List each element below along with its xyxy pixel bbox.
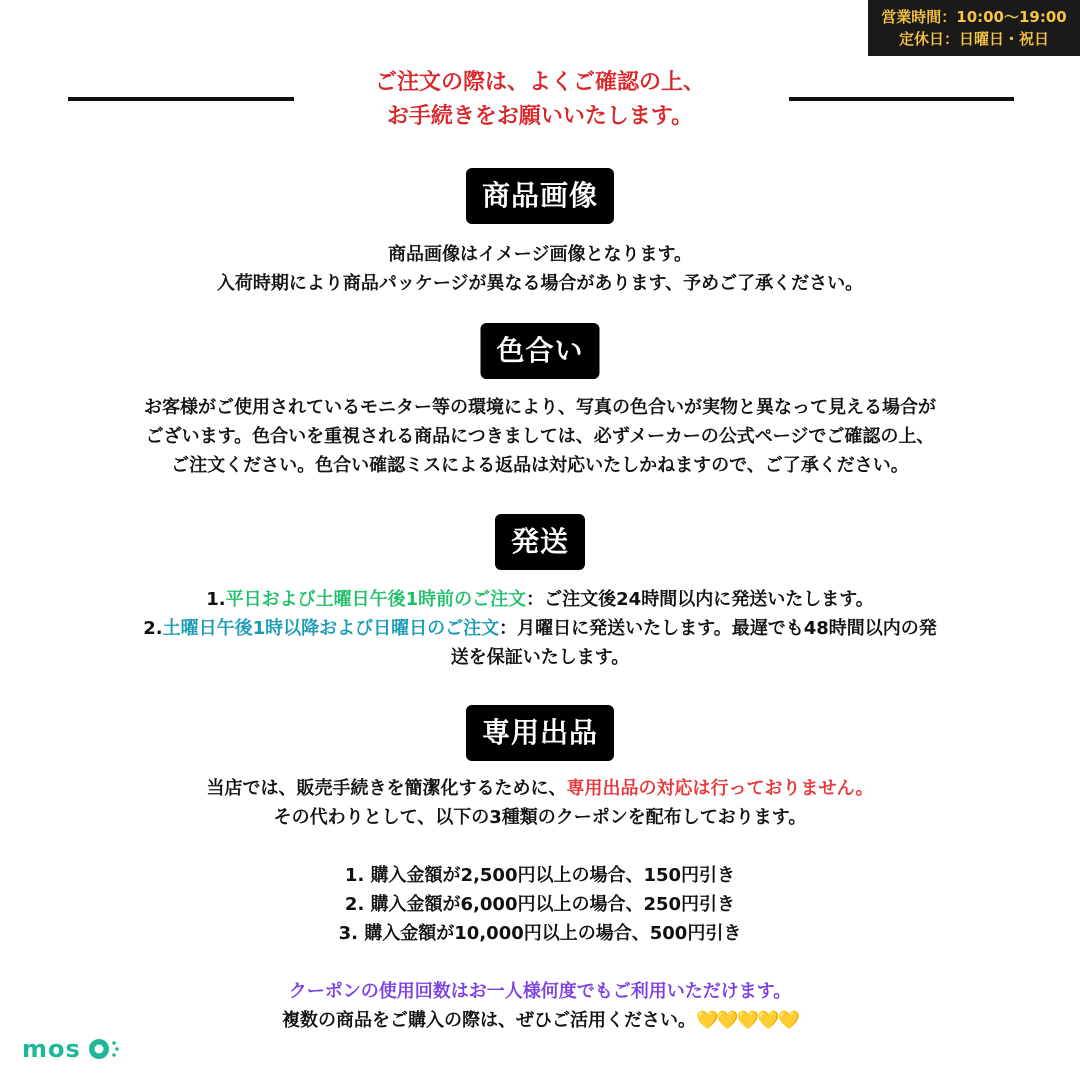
exclusive-text xyxy=(0,774,1080,832)
shipping-item-1-rest: ：ご注文後24時間以内に発送いたします。 xyxy=(526,589,874,610)
shipping-item-1-number: 1. xyxy=(206,589,226,610)
coupon-item: 2. 購入金額が6,000円以上の場合、250円引き xyxy=(344,894,736,915)
exclusive-line1 xyxy=(0,774,1080,803)
color-line3: ご注文ください。色合い確認ミスによる返品は対応いたしかねますので、ご了承ください。 xyxy=(171,455,909,476)
coupon-note-highlight: クーポンの使用回数はお一人様何度でもご利用いただけます。 xyxy=(288,981,792,1002)
coupon-note-line2 xyxy=(0,1006,1080,1035)
mos-logo-icon xyxy=(87,1036,121,1062)
shipping-item-2-rest: ：月曜日に発送いたします。最遅でも48時間以内の発 xyxy=(499,618,937,639)
exclusive-line2: その代わりとして、以下の3種類のクーポンを配布しております。 xyxy=(273,807,807,828)
product-images-text xyxy=(0,240,1080,298)
product-images-line2: 入荷時期により商品パッケージが異なる場合があります、予めご了承ください。 xyxy=(216,273,864,294)
headline-line2: お手続きをお願いいたします。 xyxy=(386,104,694,129)
shipping-text xyxy=(0,585,1080,672)
headline-line1: ご注文の際は、よくご確認の上、 xyxy=(374,70,705,95)
coupon-list xyxy=(0,861,1080,948)
closed-days: 定休日：日曜日・祝日 xyxy=(898,30,1049,48)
coupon-note-text: 複数の商品をご購入の際は、ぜひご活用ください。 xyxy=(281,1010,696,1031)
shipping-item-2-number: 2. xyxy=(143,618,163,639)
logo-text: mos xyxy=(22,1035,81,1063)
section-title-shipping: 発送 xyxy=(495,514,585,570)
color-text xyxy=(0,393,1080,480)
shipping-item-2 xyxy=(0,614,1080,643)
divider-right xyxy=(789,97,1014,101)
headline-section xyxy=(0,66,1080,134)
business-hours: 営業時間：10:00〜19:00 xyxy=(881,8,1067,26)
shipping-item-1-highlight: 平日および土曜日午後1時前のご注文 xyxy=(225,589,527,610)
shipping-item-2-highlight: 土曜日午後1時以降および日曜日のご注文 xyxy=(162,618,500,639)
exclusive-line1-prefix: 当店では、販売手続きを簡潔化するために、 xyxy=(206,778,567,799)
coupon-item: 3. 購入金額が10,000円以上の場合、500円引き xyxy=(338,923,742,944)
coupon-note xyxy=(0,977,1080,1035)
business-hours-badge xyxy=(868,0,1080,56)
shipping-item-2-line2: 送を保証いたします。 xyxy=(450,647,630,668)
color-line2: ございます。色合いを重視される商品につきましては、必ずメーカーの公式ページでご確認の上、 xyxy=(145,426,935,447)
yellow-heart-icon: 💛💛💛💛💛 xyxy=(695,1010,799,1031)
shipping-item-1 xyxy=(0,585,1080,614)
product-images-line1: 商品画像はイメージ画像となります。 xyxy=(387,244,693,265)
divider-left xyxy=(68,97,294,101)
section-title-exclusive: 専用出品 xyxy=(466,705,614,761)
exclusive-line1-highlight: 専用出品の対応は行っておりません。 xyxy=(566,778,874,799)
section-title-product-images: 商品画像 xyxy=(466,168,614,224)
coupon-item: 1. 購入金額が2,500円以上の場合、150円引き xyxy=(344,865,736,886)
color-line1: お客様がご使用されているモニター等の環境により、写真の色合いが実物と異なって見える場合が xyxy=(144,397,936,418)
mos-logo xyxy=(22,1034,121,1064)
section-title-color: 色合い xyxy=(480,323,599,379)
